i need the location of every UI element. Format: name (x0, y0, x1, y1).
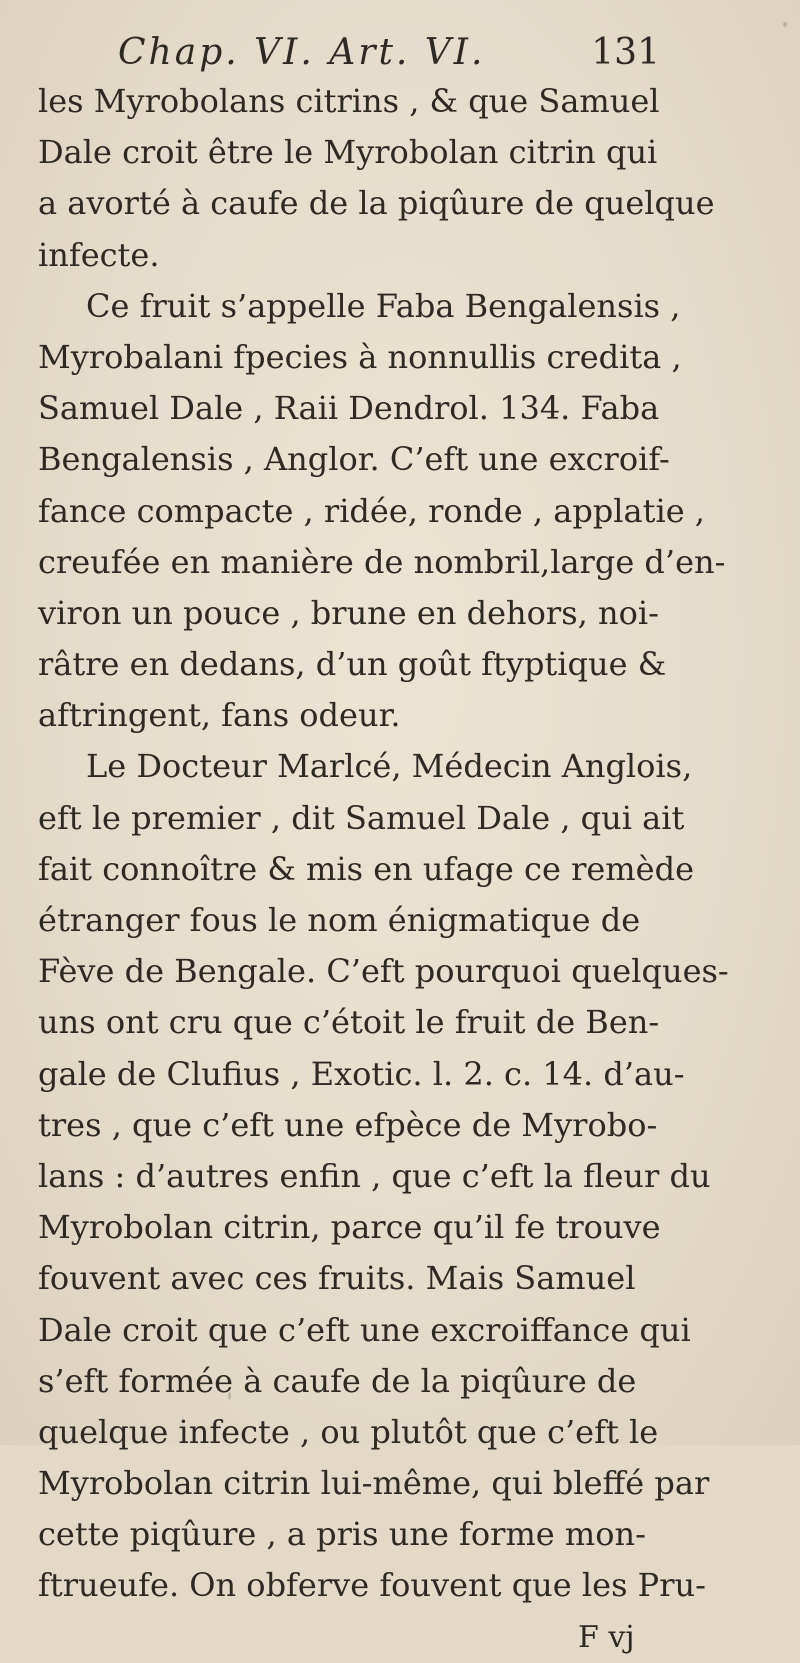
paper-speck (783, 22, 787, 27)
paragraph-start-line: Ce fruit s’appelle Faba Bengalensis , (86, 286, 681, 325)
text-line: Myrobalani fpecies à nonnullis credita , (38, 337, 682, 376)
text-line: eft le premier , dit Samuel Dale , qui ait (38, 798, 685, 837)
text-line: aftringent, fans odeur. (38, 696, 401, 735)
text-line: Myrobolan citrin lui-même, qui bleffé par (38, 1464, 710, 1503)
signature-mark: F vj (578, 1619, 635, 1655)
text-line: Myrobolan citrin, parce qu’il fe trouve (38, 1208, 661, 1247)
paragraph-start-line: Le Docteur Marlcé, Médecin Anglois, (86, 747, 693, 786)
text-line: fait connoître & mis en ufage ce remède (38, 849, 694, 888)
text-line: Dale croit que c’eft une excroiffance qui (38, 1310, 691, 1349)
page-header (118, 30, 660, 76)
text-line: gale de Clufius , Exotic. l. 2. c. 14. d’au- (38, 1054, 685, 1093)
text-line: étranger fous le nom énigmatique de (38, 901, 641, 939)
running-head: Chap. VI. Art. VI. (118, 32, 486, 73)
text-line: fance compacte , ridée, ronde , applatie , (38, 491, 705, 530)
text-line: s’eft formée à caufe de la piqûure de (38, 1361, 637, 1400)
text-line: Fève de Bengale. C’eft pourquoi quelques- (38, 952, 729, 991)
text-line: infecte. (38, 235, 160, 274)
text-line: fouvent avec ces fruits. Mais Samuel (38, 1259, 636, 1298)
text-line: tres , que c’eft une efpèce de Myrobo- (38, 1105, 658, 1144)
text-line: Samuel Dale , Raii Dendrol. 134. Faba (38, 389, 660, 428)
text-line: lans : d’autres enfin , que c’eft la fleur du (38, 1156, 711, 1195)
text-line: uns ont cru que c’étoit le fruit de Ben- (38, 1003, 660, 1042)
text-line: cette piqûure , a pris une forme mon- (38, 1515, 646, 1554)
text-line: Dale croit être le Myrobolan citrin qui (38, 133, 658, 172)
text-line: viron un pouce , brune en dehors, noi- (38, 593, 659, 632)
text-line: râtre en dedans, d’un goût ftyptique & (38, 645, 667, 684)
body-text (38, 76, 778, 1663)
text-line: Bengalensis , Anglor. C’eft une excroif- (38, 440, 670, 479)
page-number: 131 (591, 32, 660, 73)
text-line: quelque infecte , ou plutôt que c’eft le (38, 1412, 659, 1451)
text-line: ftrueufe. On obferve fouvent que les Pru- (38, 1566, 706, 1605)
text-line: creufée en manière de nombril,large d’en- (38, 542, 726, 581)
text-line: a avorté à caufe de la piqûure de quelque (38, 184, 715, 223)
text-line: les Myrobolans citrins , & que Samuel (38, 82, 660, 120)
